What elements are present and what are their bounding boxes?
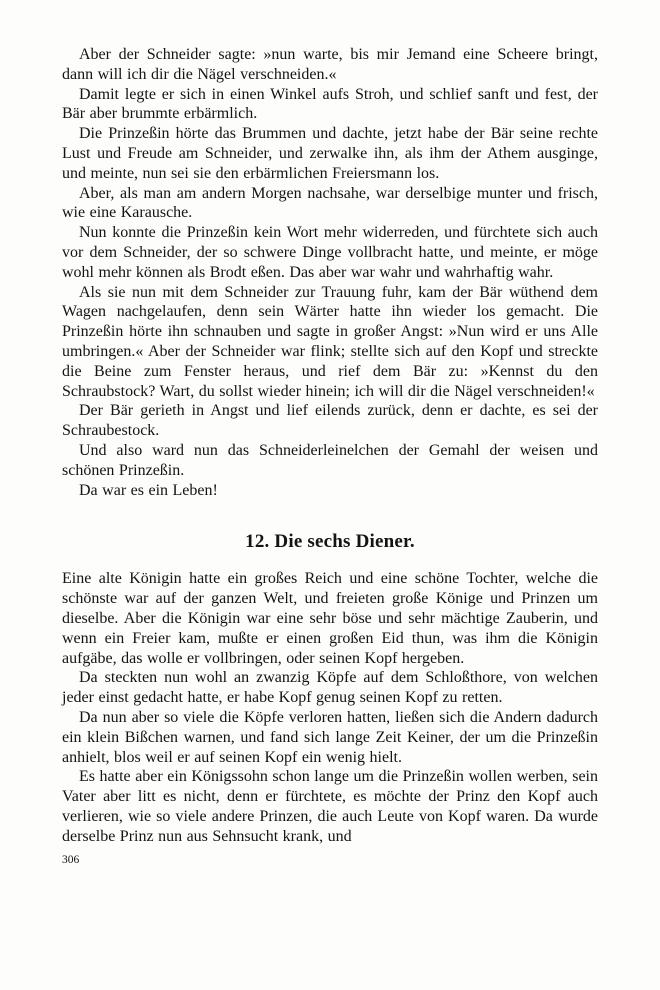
paragraph: Da nun aber so viele die Köpfe verloren hatten, ließen sich die Andern dadurch ein klein Bißchen warnen, und fand sich lange Zeit Keiner, der um die Prinzeßin anhielt, blos weil er auf seinen Kopf ein wenig hielt. <box>62 708 598 766</box>
paragraph: Und also ward nun das Schneiderleinelchen der Gemahl der weisen und schönen Prinzeßin. <box>62 441 598 479</box>
paragraph: Da war es ein Leben! <box>79 481 218 499</box>
paragraph: Die Prinzeßin hörte das Brummen und dachte, jetzt habe der Bär seine rechte Lust und Freude am Schneider, und zerwalke ihn, als ihm der Athem ausginge, und meinte, nun sei sie den erbärmlichen Freiersmann los. <box>62 125 598 182</box>
chapter-opening-text <box>62 569 598 846</box>
paragraph: Als sie nun mit dem Schneider zur Trauung fuhr, kam der Bär wüthend dem Wagen nachgelaufen, denn sein Wärter hatte ihn wieder los gemacht. Die Prinzeßin hörte ihn schnauben und sagte in großer Angst: »Nun wird er uns Alle umbringen.« Aber der Schneider war flink; stellte sich auf den Kopf und streckte die Beine zum Fenster heraus, und rief dem Bär zu: »Kennst du den Schraubstock? Wart, du sollst wieder hinein; ich will dir die Nägel verschneiden!« <box>62 283 598 400</box>
paragraph: Der Bär gerieth in Angst und lief eilends zurück, denn er dachte, es sei der Schraubestock. <box>62 402 598 440</box>
story-ending-text <box>62 45 598 500</box>
paragraph: Eine alte Königin hatte ein großes Reich und eine schöne Tochter, welche die schönste war auf der ganzen Welt, und freieten große Könige und Prinzen um dieselbe. Aber die Königin war eine sehr böse und sehr mächtige Zauberin, und wenn ein Freier kam, mußte er einen großen Eid thun, was ihm die Königin aufgäbe, das wolle er vollbringen, oder seinen Kopf hergeben. <box>62 570 598 667</box>
paragraph: Aber der Schneider sagte: »nun warte, bis mir Jemand eine Scheere bringt, dann will ich dir die Nägel verschneiden.« <box>62 46 598 83</box>
paragraph: Nun konnte die Prinzeßin kein Wort mehr widerreden, und fürchtete sich auch vor dem Schneider, der so schwere Dinge vollbracht hatte, und meinte, er möge wohl mehr können als Brodt eßen. Das aber war wahr und wahrhaftig wahr. <box>62 224 598 281</box>
chapter-heading: 12. Die sechs Diener. <box>245 531 415 553</box>
paragraph: Es hatte aber ein Königssohn schon lange um die Prinzeßin wollen werben, sein Vater aber litt es nicht, denn er fürchtete, es möchte der Prinz den Kopf auch verlieren, wie so viele andere Prinzen, die auch Leute von Kopf waren. Da wurde derselbe Prinz nun aus Sehnsucht krank, und <box>62 768 598 845</box>
page-number: 306 <box>62 854 80 867</box>
paragraph: Da steckten nun wohl an zwanzig Köpfe auf dem Schloßthore, von welchen jeder einst gedacht hatte, er habe Kopf genug seinen Kopf zu retten. <box>62 669 598 707</box>
paragraph: Aber, als man am andern Morgen nachsahe, war derselbige munter und frisch, wie eine Karausche. <box>62 184 598 222</box>
paragraph: Damit legte er sich in einen Winkel aufs Stroh, und schlief sanft und fest, der Bär aber brummte erbärmlich. <box>62 85 598 123</box>
